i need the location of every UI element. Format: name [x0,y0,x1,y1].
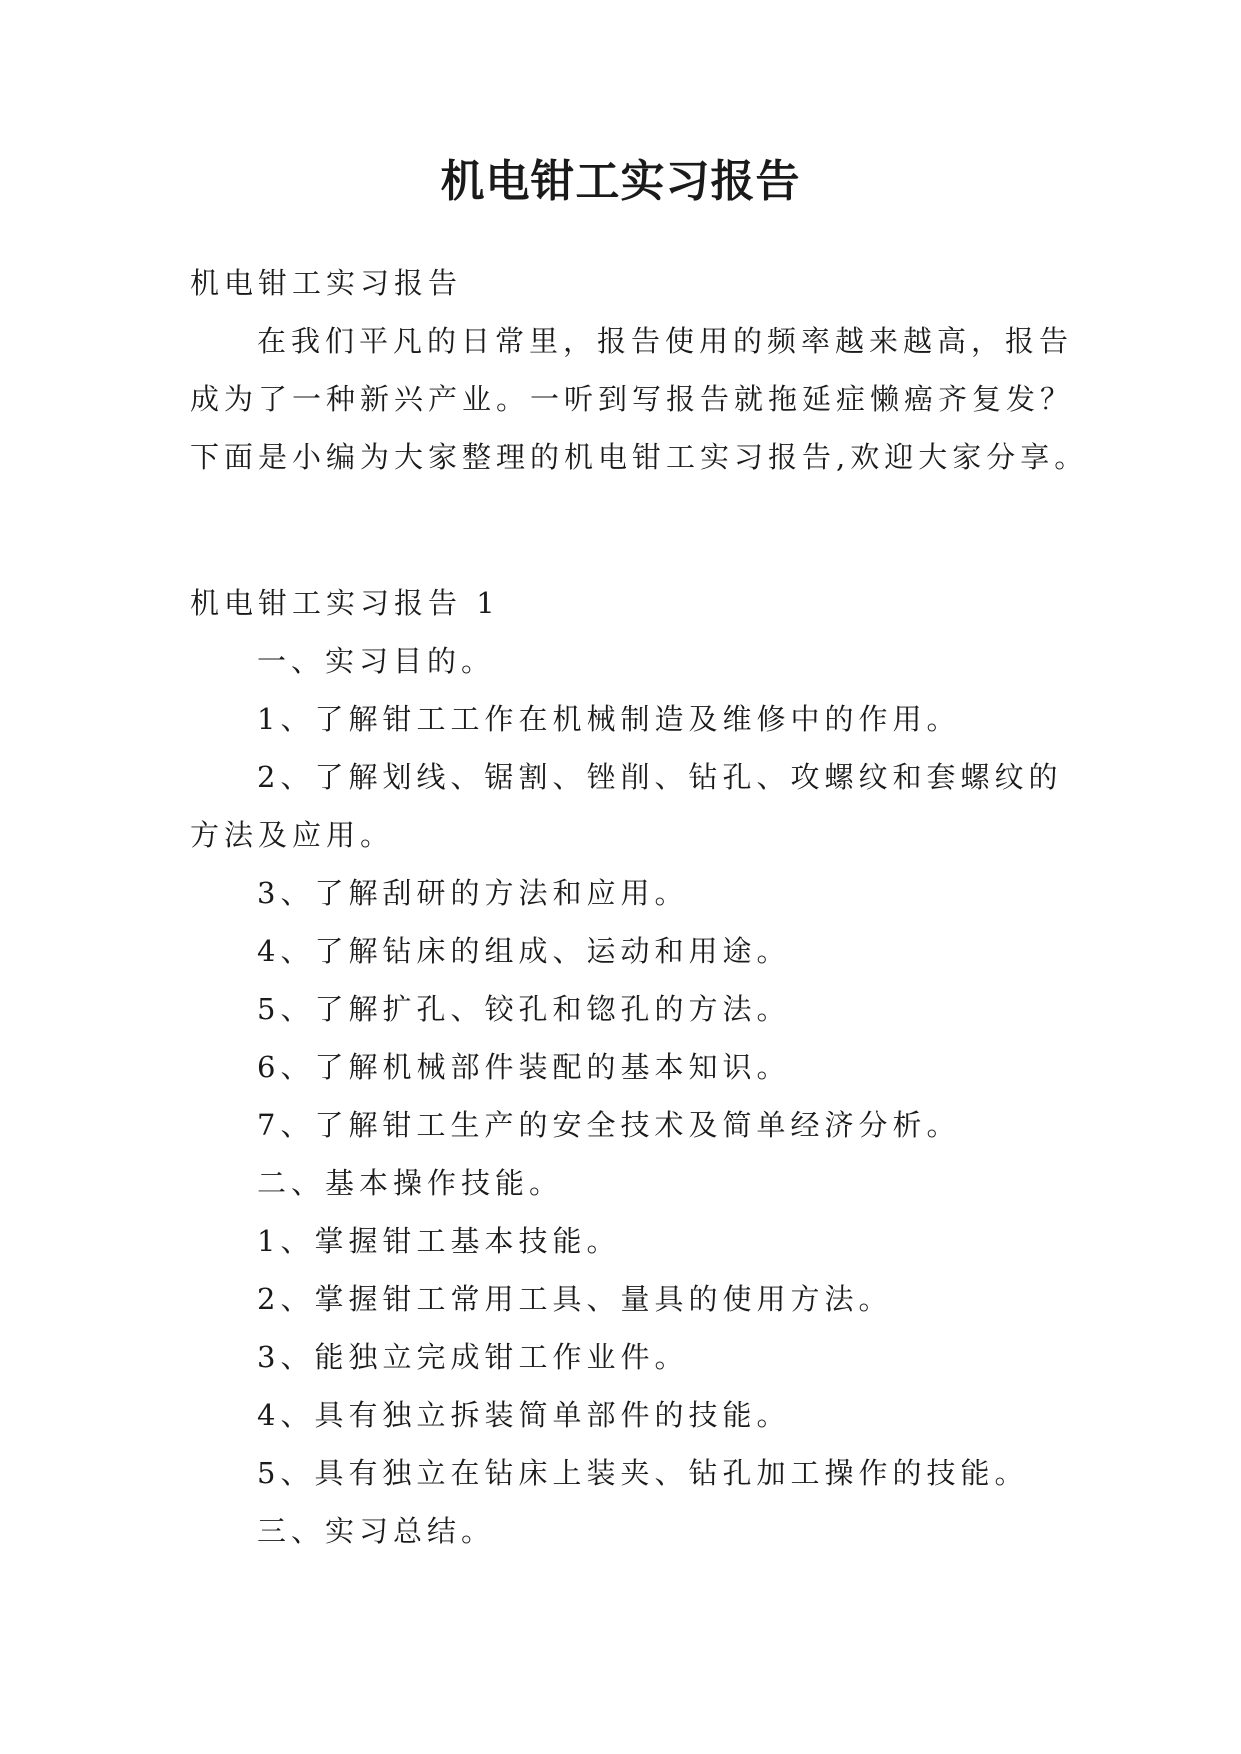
purpose-item-1: 1、了解钳工工作在机械制造及维修中的作用。 [257,702,961,736]
intro-line-1: 在我们平凡的日常里，报告使用的频率越来越高，报告 [257,324,1074,358]
document-title: 机电钳工实习报告 [440,156,801,207]
summary-heading: 三、实习总结。 [257,1514,496,1548]
skills-item-1: 1、掌握钳工基本技能。 [257,1224,621,1258]
purpose-item-4: 4、了解钻床的组成、运动和用途。 [257,934,791,968]
purpose-item-5: 5、了解扩孔、铰孔和锪孔的方法。 [257,992,791,1026]
document-subtitle: 机电钳工实习报告 [190,266,463,300]
skills-item-4: 4、具有独立拆装简单部件的技能。 [257,1398,791,1432]
skills-item-2: 2、掌握钳工常用工具、量具的使用方法。 [257,1282,893,1316]
purpose-item-6: 6、了解机械部件装配的基本知识。 [257,1050,791,1084]
purpose-item-7: 7、了解钳工生产的安全技术及简单经济分析。 [257,1108,961,1142]
intro-line-3: 下面是小编为大家整理的机电钳工实习报告,欢迎大家分享。 [190,440,1089,474]
skills-heading: 二、基本操作技能。 [257,1166,564,1200]
purpose-item-3: 3、了解刮研的方法和应用。 [257,876,689,910]
purpose-heading: 一、实习目的。 [257,644,496,678]
skills-item-5: 5、具有独立在钻床上装夹、钻孔加工操作的技能。 [257,1456,1029,1490]
purpose-item-2-cont: 方法及应用。 [190,818,395,852]
intro-block [190,254,1089,486]
purpose-item-2: 2、了解划线、锯割、锉削、钻孔、攻螺纹和套螺纹的 [257,760,1063,794]
section-1 [190,574,1063,1560]
intro-line-2: 成为了一种新兴产业。一听到写报告就拖延症懒癌齐复发？ [190,382,1075,416]
skills-item-3: 3、能独立完成钳工作业件。 [257,1340,689,1374]
section-1-title: 机电钳工实习报告 1 [190,586,500,620]
